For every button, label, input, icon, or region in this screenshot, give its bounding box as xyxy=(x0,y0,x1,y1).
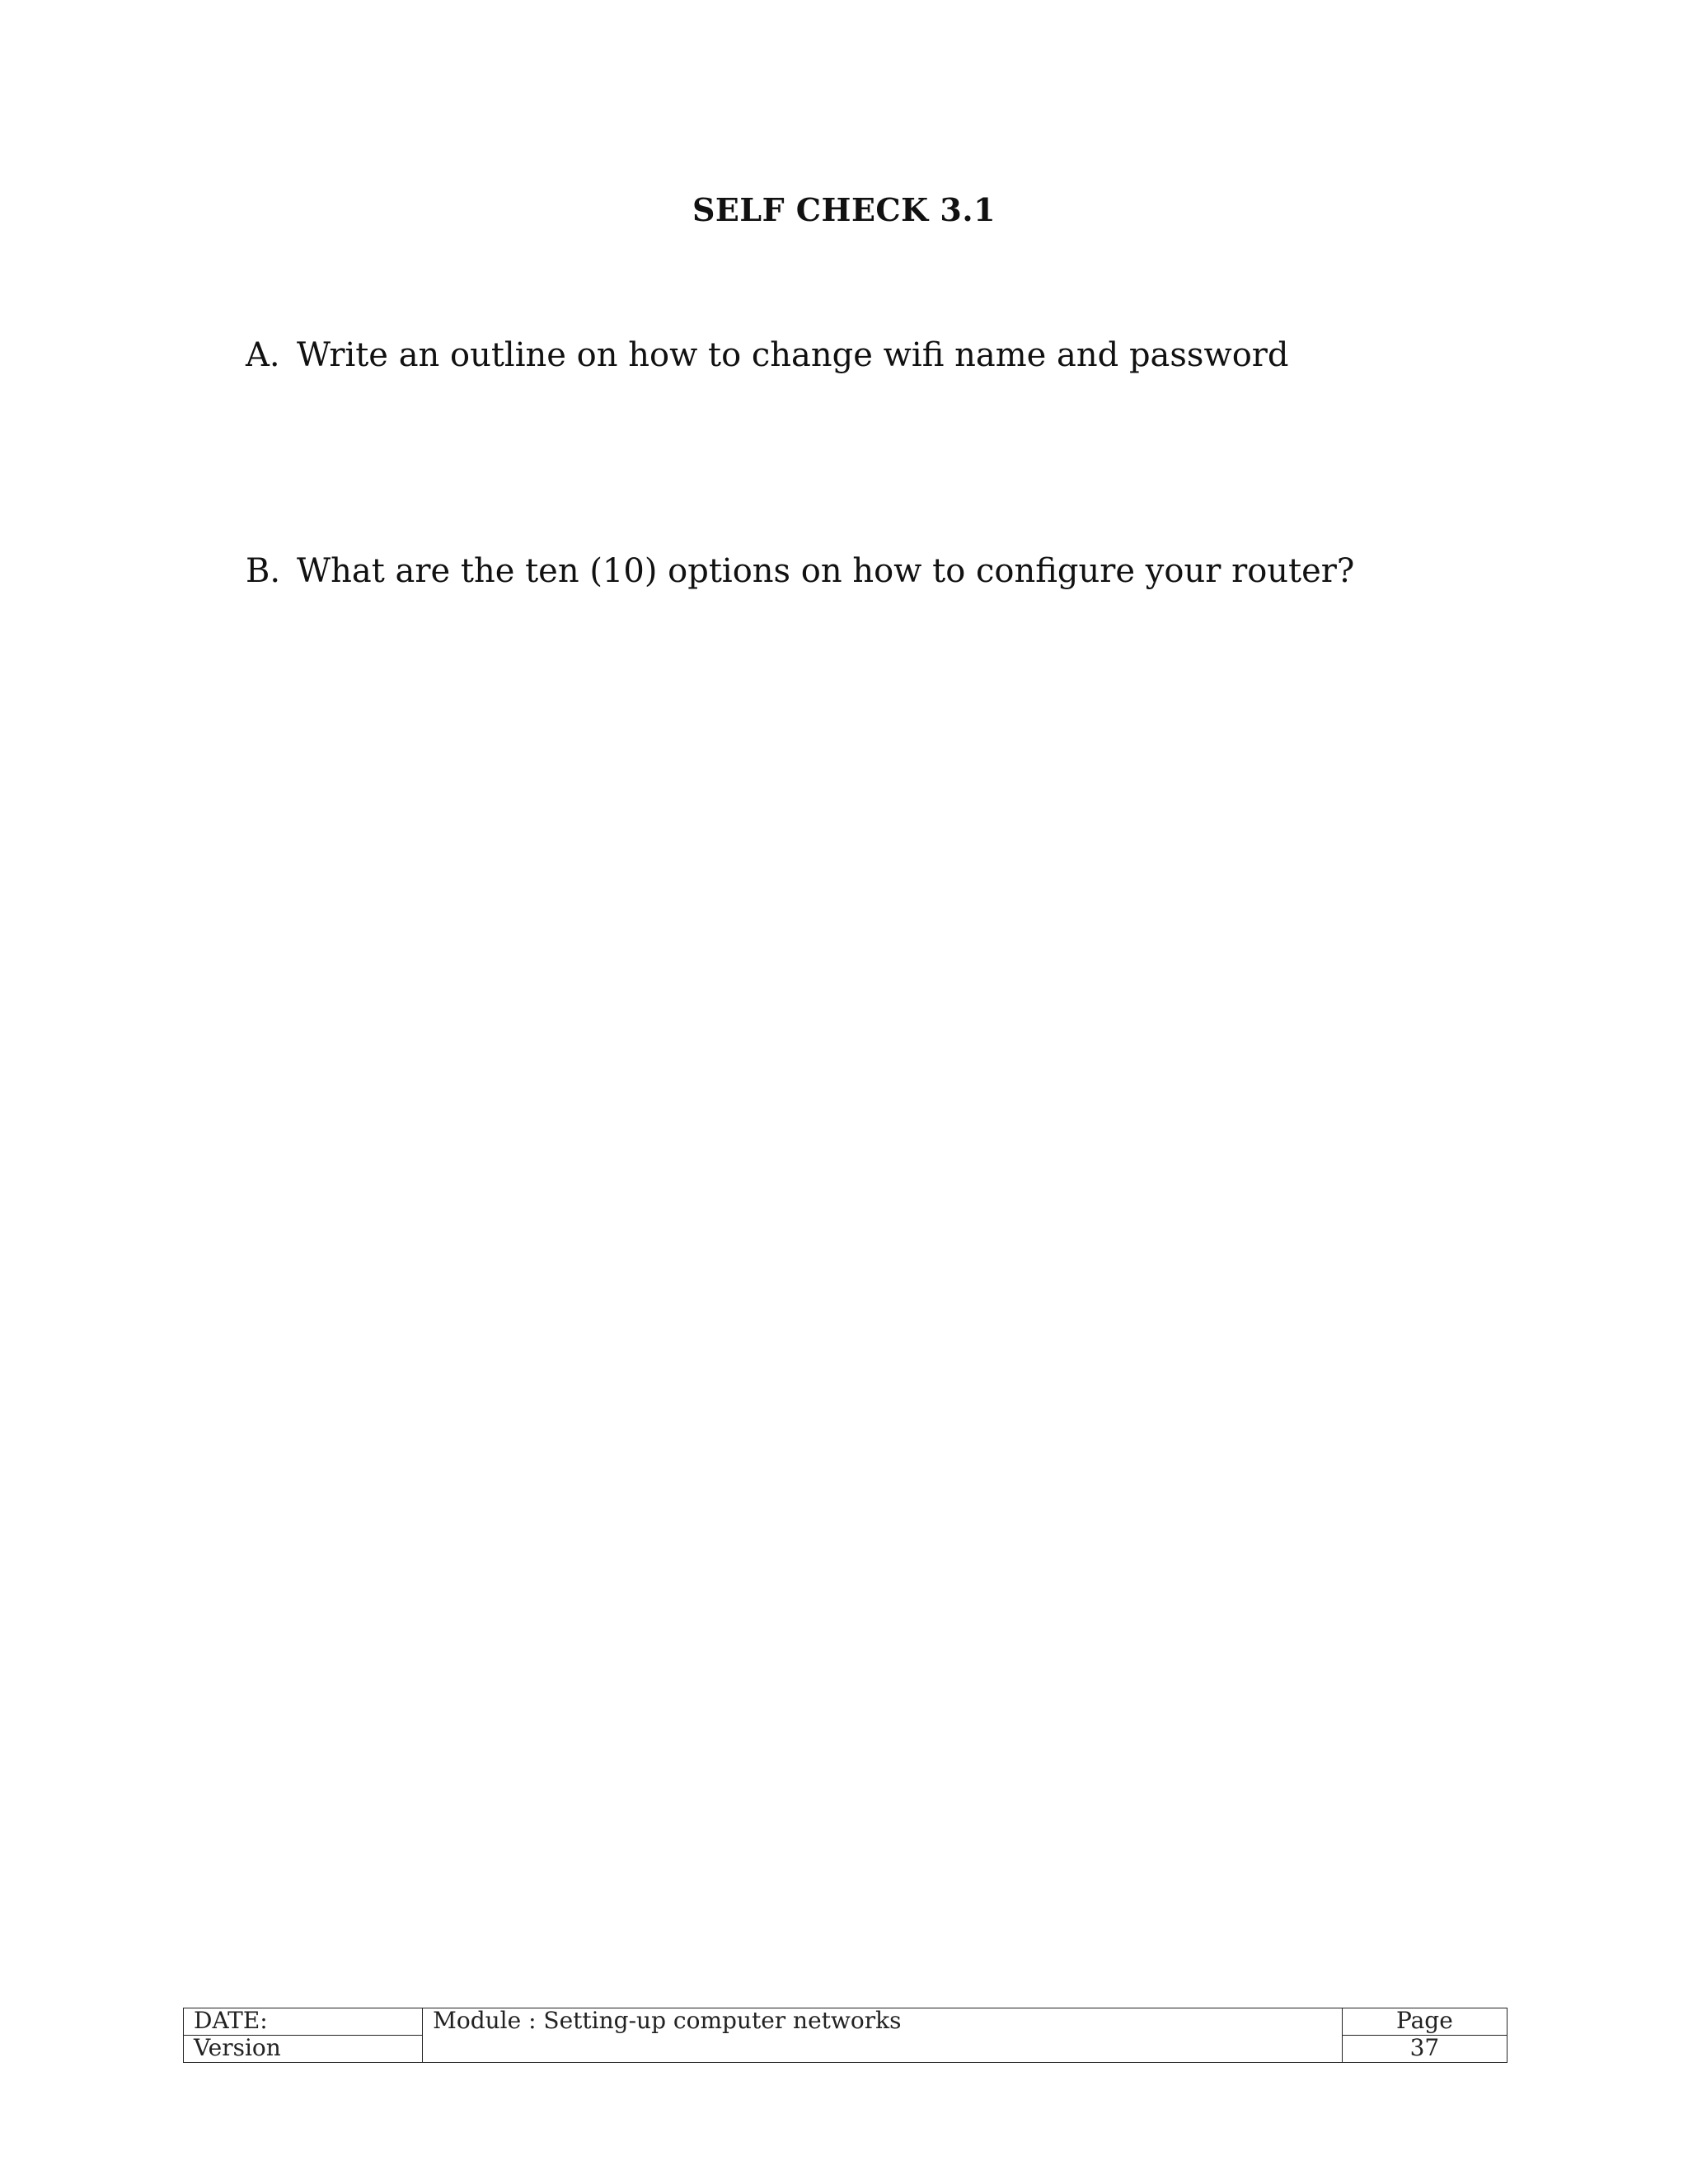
question-text: Write an outline on how to change wifi name and password xyxy=(297,336,1289,374)
page-number-cell: 37 xyxy=(1342,2036,1507,2063)
question-a xyxy=(246,336,1289,374)
page-title: SELF CHECK 3.1 xyxy=(692,191,996,228)
footer-table xyxy=(183,2008,1507,2063)
date-cell: DATE: xyxy=(184,2008,423,2036)
question-letter: B. xyxy=(246,552,281,590)
module-cell: Module : Setting-up computer networks xyxy=(423,2008,1343,2063)
version-cell: Version xyxy=(184,2036,423,2063)
page-label-cell: Page xyxy=(1342,2008,1507,2036)
question-letter: A. xyxy=(246,336,280,374)
question-b xyxy=(246,552,1354,590)
question-text: What are the ten (10) options on how to configure your router? xyxy=(297,552,1355,590)
